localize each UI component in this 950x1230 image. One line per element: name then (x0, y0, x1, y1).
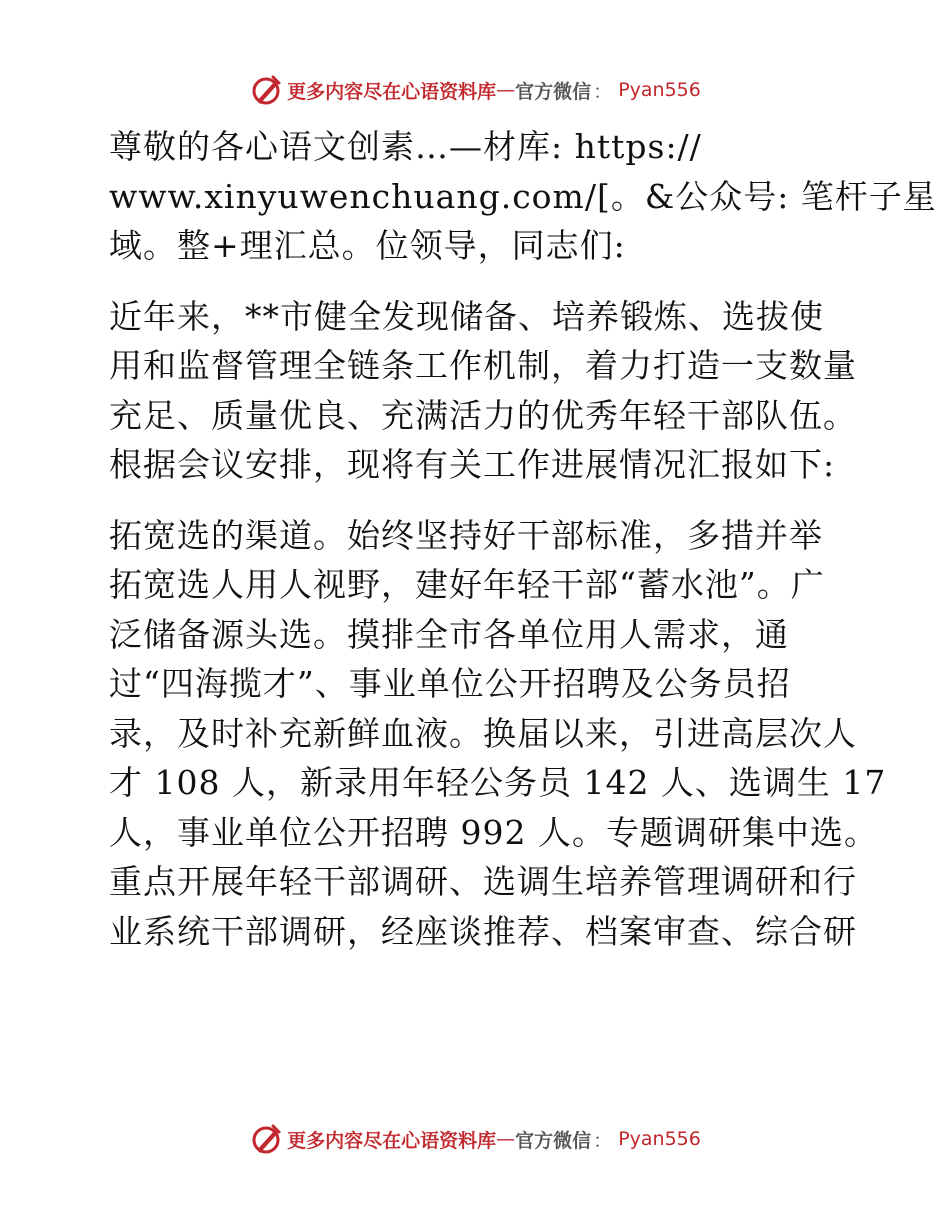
text-line: 过“四海揽才”、事业单位公开招聘及公务员招 (109, 664, 791, 703)
watermark-dash: — (496, 1128, 516, 1150)
pen-logo-icon (249, 1122, 283, 1156)
document-body (98, 122, 937, 977)
watermark-dash: — (496, 79, 516, 101)
text-line: 才 108 人，新录用年轻公务员 142 人、选调生 17 (109, 763, 887, 802)
watermark-colon: ： (593, 80, 613, 103)
text-line: 录，及时补充新鲜血液。换届以来，引进高层次人 (109, 713, 857, 753)
paragraph-salutation (98, 122, 937, 271)
watermark-lead-text: 更多内容尽在心语资料库 (287, 1129, 497, 1152)
watermark-wechat-handle: Pyan556 (618, 1128, 701, 1150)
pen-logo-icon (249, 73, 283, 107)
text-line: www.xinyuwenchuang.com/[。&公众号: 笔杆子星 (109, 176, 937, 216)
text-line: 拓宽选的渠道。始终坚持好干部标准，多措并举 (109, 515, 823, 555)
text-line: 根据会议安排，现将有关工作进展情况汇报如下: (109, 445, 836, 484)
watermark-wechat-label: 官方微信 (515, 1129, 592, 1152)
text-line: 拓宽选人用人视野，建好年轻干部“蓄水池”。广 (109, 565, 825, 604)
paragraph-broaden-channels (98, 511, 887, 957)
text-line: 充足、质量优良、充满活力的优秀年轻干部队伍。 (109, 395, 857, 435)
text-line: 尊敬的各心语文创素…—材库: https:// (109, 127, 702, 166)
text-line: 重点开展年轻干部调研、选调生培养管理调研和行 (109, 862, 857, 901)
text-line: 泛储备源头选。摸排全市各单位用人需求，通 (109, 614, 789, 654)
watermark-lead-text: 更多内容尽在心语资料库 (287, 80, 497, 103)
text-line: 域。整+理汇总。位领导，同志们: (109, 226, 626, 265)
watermark-wechat-handle: Pyan556 (618, 79, 701, 101)
watermark-colon: ： (593, 1129, 613, 1152)
text-line: 人，事业单位公开招聘 992 人。专题调研集中选。 (109, 812, 878, 852)
header-watermark-banner (0, 70, 950, 110)
text-line: 用和监督管理全链条工作机制，着力打造一支数量 (109, 346, 857, 385)
text-line: 业系统干部调研，经座谈推荐、档案审查、综合研 (109, 911, 857, 951)
footer-watermark-banner (0, 1119, 950, 1159)
paragraph-introduction (98, 292, 857, 490)
text-line: 近年来，**市健全发现储备、培养锻炼、选拔使 (109, 296, 824, 336)
watermark-wechat-label: 官方微信 (515, 80, 592, 103)
